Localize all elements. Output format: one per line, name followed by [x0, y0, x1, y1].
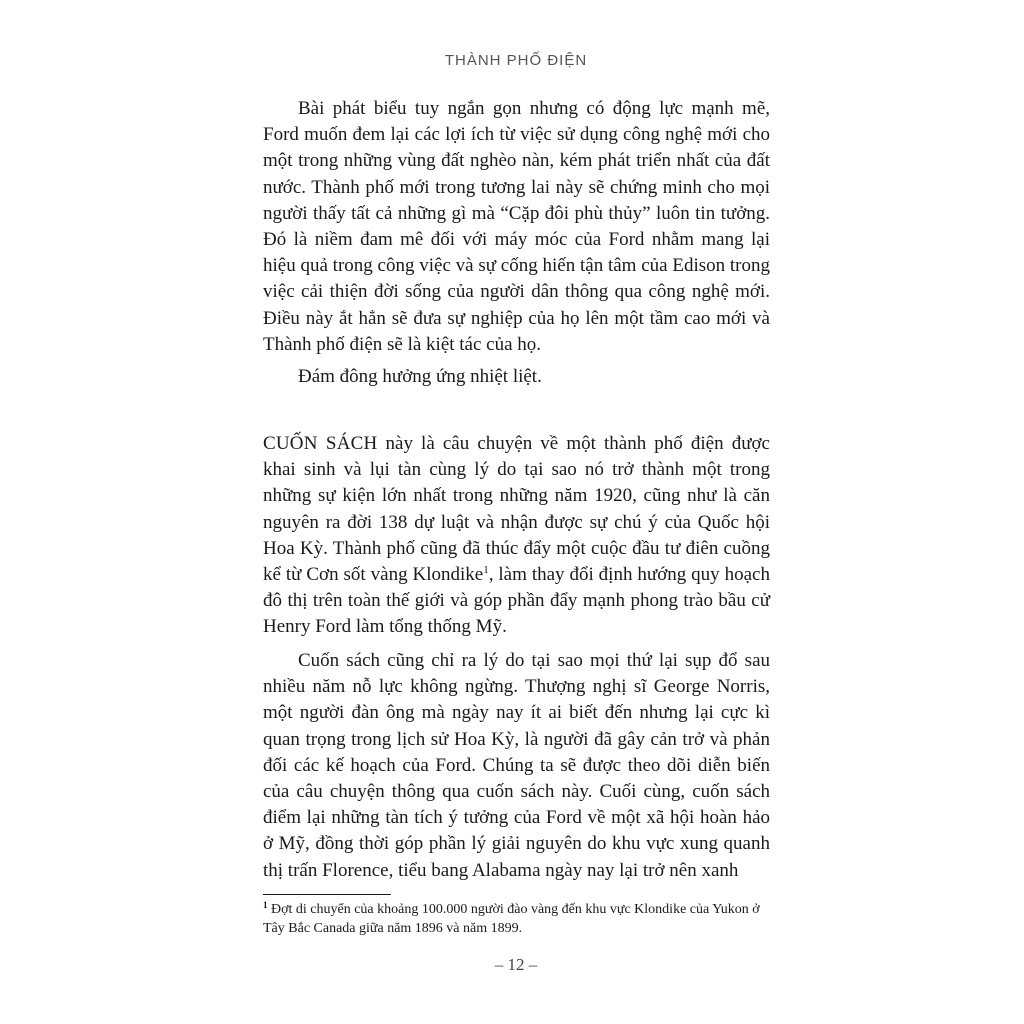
paragraph-book-intro: [263, 431, 770, 641]
paragraph-crowd: Đám đông hưởng ứng nhiệt liệt.: [298, 366, 542, 387]
footnote-divider: [263, 894, 391, 895]
running-title: THÀNH PHỐ ĐIỆN: [444, 52, 588, 69]
footnote-reference: 1: [483, 564, 489, 577]
page-number: – 12 –: [494, 955, 538, 974]
paragraph-speech: Bài phát biểu tuy ngắn gọn nhưng có động lực mạnh mẽ, Ford muốn đem lại các lợi ích từ việc sử dụng công nghệ mới cho một trong những vùng đất nghèo nàn, kém phát triển nhất của đất nước. Thành phố mới trong tương lai này sẽ chứng minh cho mọi người thấy tất cả những gì mà “Cặp đôi phù thủy” luôn tin tưởng. Đó là niềm đam mê đối với máy móc của Ford nhằm mang lại hiệu quả trong công việc và sự cống hiến tận tâm của Edison trong việc cải thiện đời sống của người dân thông qua công nghệ mới. Điều này ắt hẳn sẽ đưa sự nghiệp của họ lên một tầm cao mới và Thành phố điện sẽ là kiệt tác của họ.: [263, 98, 770, 355]
paragraph-text: này là câu chuyện về một thành phố điện được khai sinh và lụi tàn cùng lý do tại sao nó trở thành một trong những sự kiện lớn nhất trong những năm 1920, cũng như là căn nguyên ra đời 138 dự luật và nhận được sự chú ý của Quốc hội Hoa Kỳ. Thành phố cũng đã thúc đẩy một cuộc đầu tư điên cuồng kể từ Cơn sốt vàng Klondike: [263, 433, 770, 586]
section-lead-words: CUỐN SÁCH: [263, 433, 378, 454]
footnote-text: Đợt di chuyển của khoảng 100.000 người đào vàng đến khu vực Klondike của Yukon ở Tây Bắc Canada giữa năm 1896 và năm 1899.: [263, 902, 760, 936]
footnote-marker: 1: [263, 900, 268, 910]
footnote: [263, 900, 773, 938]
paragraph-book-reasons: Cuốn sách cũng chỉ ra lý do tại sao mọi thứ lại sụp đổ sau nhiều năm nỗ lực không ngừng. Thượng nghị sĩ George Norris, một người đàn ông mà ngày nay ít ai biết đến nhưng lại cực kì quan trọng trong lịch sử Hoa Kỳ, là người đã gây cản trở và phản đối các kế hoạch của Ford. Chúng ta sẽ được theo dõi diễn biến của câu chuyện thông qua cuốn sách này. Cuối cùng, cuốn sách điểm lại những tàn tích ý tưởng của Ford về một xã hội hoàn hảo ở Mỹ, đồng thời góp phần lý giải nguyên do khu vực xung quanh thị trấn Florence, tiểu bang Alabama ngày nay lại trở nên xanh: [263, 650, 770, 881]
paragraph-text: , làm thay đổi định hướng quy hoạch đô thị trên toàn thế giới và góp phần đẩy mạnh phong trào bầu cử Henry Ford làm tổng thống Mỹ.: [263, 564, 770, 638]
